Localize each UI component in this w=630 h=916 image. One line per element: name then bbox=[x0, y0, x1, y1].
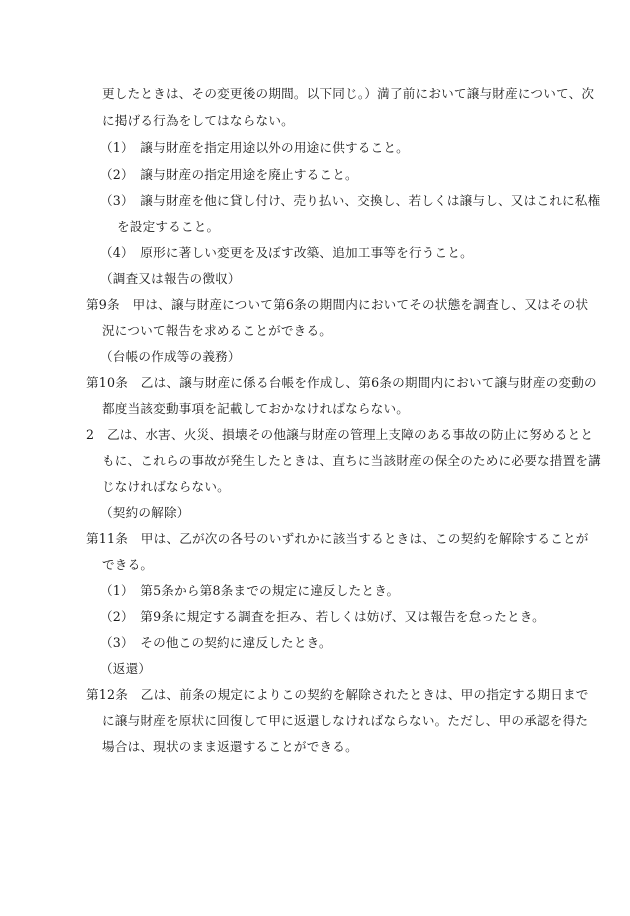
continuation-line-2: に掲げる行為をしてはならない。 bbox=[102, 113, 294, 128]
clause-item-1: （1） 譲与財産を指定用途以外の用途に供すること。 bbox=[100, 140, 409, 155]
article-11-item-3: （3） その他この契約に違反したとき。 bbox=[100, 635, 332, 650]
article-11-text-2: できる。 bbox=[102, 557, 154, 572]
clause-item-3: （3） 譲与財産を他に貸し付け、売り払い、交換し、若しくは譲与し、又はこれに私権 bbox=[100, 193, 601, 208]
article-12-heading: （返還） bbox=[100, 661, 152, 676]
article-9-text-1: 第9条 甲は、譲与財産について第6条の期間内においてその状態を調査し、又はその状 bbox=[86, 297, 589, 312]
clause-item-4: （4） 原形に著しい変更を及ぼす改築、追加工事等を行うこと。 bbox=[100, 245, 473, 260]
article-12-text-2: に譲与財産を原状に回復して甲に返還しなければならない。ただし、甲の承認を得た bbox=[102, 713, 589, 728]
clause-item-2: （2） 譲与財産の指定用途を廃止すること。 bbox=[100, 167, 358, 182]
article-10-text-2: 都度当該変動事項を記載しておかなければならない。 bbox=[102, 401, 410, 416]
article-10-para-2-line-2: もに、これらの事故が発生したときは、直ちに当該財産の保全のために必要な措置を講 bbox=[102, 453, 601, 468]
continuation-line-1: 更したときは、その変更後の期間。以下同じ。）満了前において譲与財産について、次 bbox=[102, 86, 595, 101]
article-9-text-2: 況について報告を求めることができる。 bbox=[102, 323, 333, 338]
article-10-para-2-line-1: 2 乙は、水害、火災、損壊その他譲与財産の管理上支障のある事故の防止に努めるとと bbox=[86, 427, 594, 442]
article-9-heading: （調査又は報告の徴収） bbox=[100, 271, 241, 286]
article-12-text-3: 場合は、現状のまま返還することができる。 bbox=[102, 739, 358, 754]
article-11-text-1: 第11条 甲は、乙が次の各号のいずれかに該当するときは、この契約を解除することが bbox=[86, 531, 589, 546]
article-10-text-1: 第10条 乙は、譲与財産に係る台帳を作成し、第6条の期間内において譲与財産の変動の bbox=[86, 375, 597, 390]
article-11-item-2: （2） 第9条に規定する調査を拒み、若しくは妨げ、又は報告を怠ったとき。 bbox=[100, 609, 545, 624]
article-11-item-1: （1） 第5条から第8条までの規定に違反したとき。 bbox=[100, 583, 400, 598]
clause-item-3-continuation: を設定すること。 bbox=[117, 219, 220, 234]
article-12-text-1: 第12条 乙は、前条の規定によりこの契約を解除されたときは、甲の指定する期日まで bbox=[86, 687, 589, 702]
article-11-heading: （契約の解除） bbox=[100, 505, 190, 520]
article-10-heading: （台帳の作成等の義務） bbox=[100, 349, 241, 364]
article-10-para-2-line-3: じなければならない。 bbox=[102, 479, 230, 494]
